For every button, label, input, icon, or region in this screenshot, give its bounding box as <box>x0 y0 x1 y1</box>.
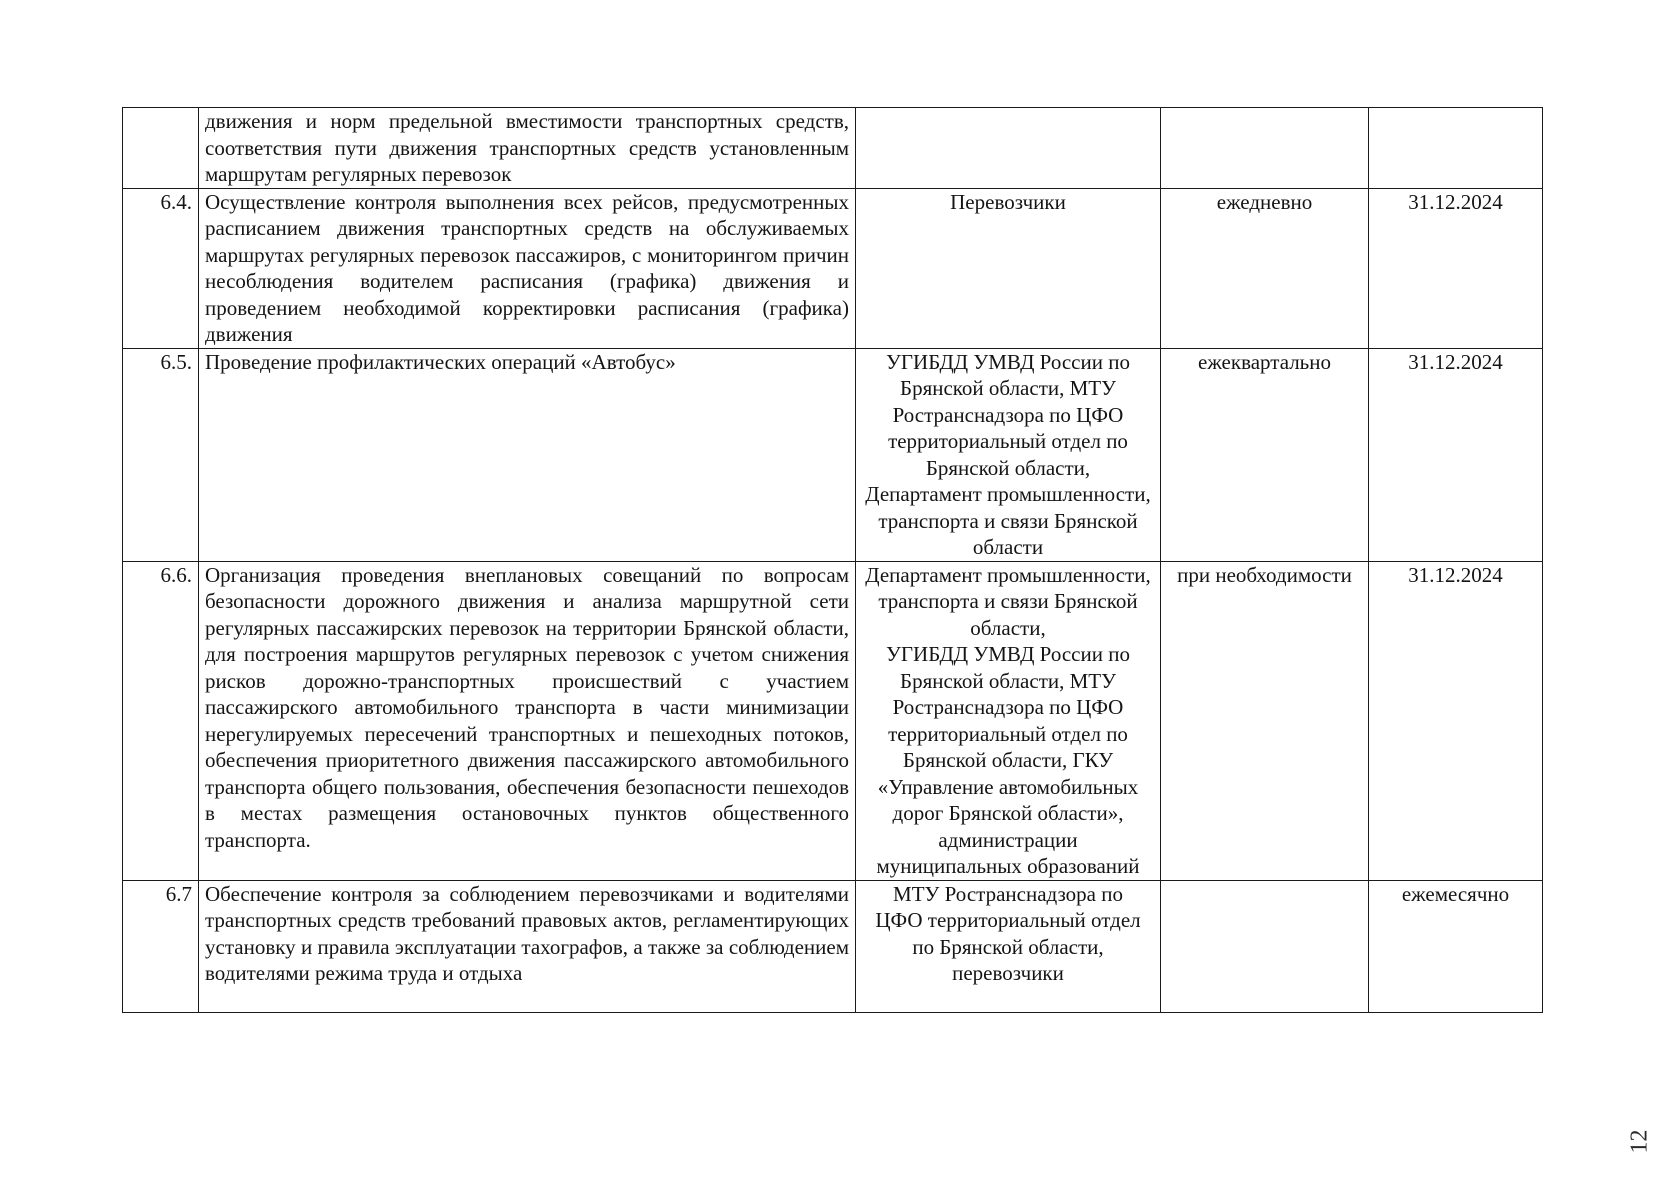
plan-table <box>122 107 1543 1013</box>
responsible-line: Брянской области, МТУ <box>900 376 1116 400</box>
responsible-line: Департамент промышленности, <box>865 482 1151 506</box>
row-number: 6.6. <box>123 561 199 880</box>
responsible-cell <box>856 880 1161 1012</box>
responsible-line: области <box>972 535 1044 559</box>
table-row <box>123 188 1543 348</box>
responsible-line: Брянской области, ГКУ <box>902 748 1114 772</box>
responsible-line: Ространснадзора по ЦФО <box>892 402 1124 427</box>
row-number: 6.4. <box>123 188 199 348</box>
responsible-line: территориальный отдел по <box>888 721 1128 746</box>
activity-cell: движения и норм предельной вместимости транспортных средств, соответствия пути движения транспортных средств установленным маршрутам регулярных перевозок <box>199 108 856 189</box>
table-row <box>123 880 1543 1012</box>
responsible-line: «Управление автомобильных <box>877 774 1139 799</box>
table-row <box>123 561 1543 880</box>
period-cell: ежедневно <box>1161 188 1369 348</box>
responsible-cell <box>856 348 1161 561</box>
responsible-line: Брянской области, <box>925 455 1091 480</box>
responsible-cell <box>856 561 1161 880</box>
responsible-line: Ространснадзора по ЦФО <box>892 695 1124 719</box>
row-number <box>123 108 199 189</box>
responsible-line: территориальный отдел по <box>888 429 1128 453</box>
table-row <box>123 108 1543 189</box>
responsible-line: Департамент промышленности, <box>865 562 1151 587</box>
term-cell: 31.12.2024 <box>1369 561 1543 880</box>
responsible-line: области, <box>970 615 1046 640</box>
period-cell: при необходимости <box>1161 561 1369 880</box>
period-cell: ежеквартально <box>1161 348 1369 561</box>
activity-cell: Организация проведения внеплановых совещаний по вопросам безопасности дорожного движения и анализа маршрутной сети регулярных пассажирских перевозок на территории Брянской области, для построения маршрутов регулярных перевозок с учетом снижения рисков дорожно-транспортных происшествий с участием пассажирского автомобильного транспорта в части минимизации нерегулируемых пересечений транспортных и пешеходных потоков, обеспечения приоритетного движения пассажирского автомобильного транспорта общего пользования, обеспечения безопасности пешеходов в местах размещения остановочных пунктов общественного транспорта. <box>199 561 856 880</box>
term-cell <box>1369 108 1543 189</box>
responsible-line: дорог Брянской области», <box>892 801 1124 825</box>
responsible-line: МТУ Ространснадзора по <box>893 881 1123 906</box>
responsible-cell <box>856 188 1161 348</box>
responsible-line: муниципальных образований <box>876 854 1140 878</box>
row-number: 6.5. <box>123 348 199 561</box>
period-cell <box>1161 108 1369 189</box>
responsible-line: администрации <box>938 827 1078 852</box>
responsible-line: перевозчики <box>952 961 1064 985</box>
responsible-line: ЦФО территориальный отдел <box>875 908 1141 932</box>
activity-cell: Осуществление контроля выполнения всех рейсов, предусмотренных расписанием движения транспортных средств на обслуживаемых маршрутах регулярных перевозок пассажиров, с мониторингом причин несоблюдения водителем расписания (графика) движения и проведением необходимой корректировки расписания (графика) движения <box>199 188 856 348</box>
responsible-line: УГИБДД УМВД России по <box>886 642 1130 666</box>
activity-cell: Обеспечение контроля за соблюдением перевозчиками и водителями транспортных средств требований правовых актов, регламентирующих установку и правила эксплуатации тахографов, а также за соблюдением водителями режима труда и отдыха <box>199 880 856 1012</box>
responsible-line: по Брянской области, <box>912 934 1104 959</box>
term-cell: ежемесячно <box>1369 880 1543 1012</box>
responsible-cell <box>856 108 1161 189</box>
activity-cell: Проведение профилактических операций «Автобус» <box>199 348 856 561</box>
responsible-line: транспорта и связи Брянской <box>878 589 1138 613</box>
row-number: 6.7 <box>123 880 199 1012</box>
period-cell <box>1161 880 1369 1012</box>
page-number: 12 <box>1626 1129 1653 1154</box>
table-row <box>123 348 1543 561</box>
term-cell: 31.12.2024 <box>1369 348 1543 561</box>
responsible-line: Перевозчики <box>950 189 1066 214</box>
responsible-line: транспорта и связи Брянской <box>878 508 1138 533</box>
responsible-line: УГИБДД УМВД России по <box>886 349 1130 374</box>
term-cell: 31.12.2024 <box>1369 188 1543 348</box>
responsible-line: Брянской области, МТУ <box>900 668 1116 693</box>
